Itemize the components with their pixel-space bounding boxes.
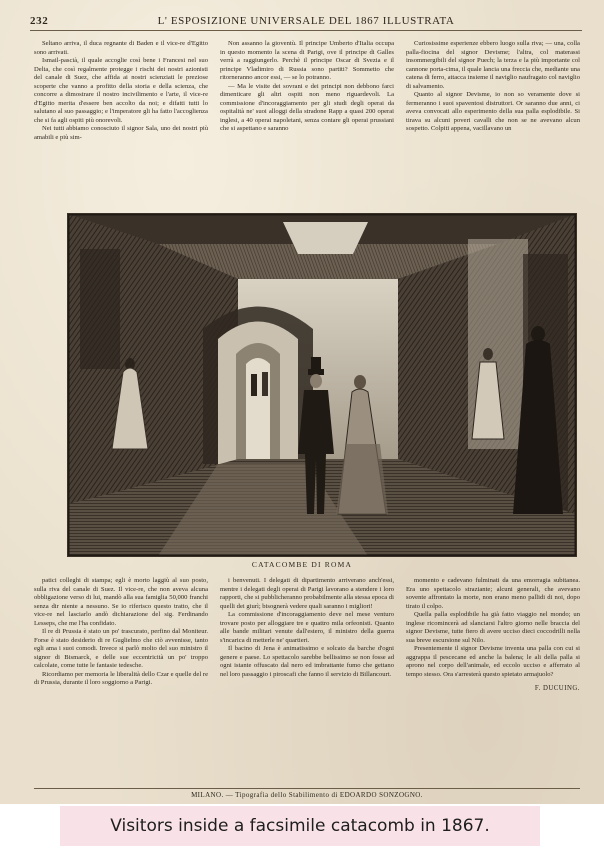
paragraph: i benvenuti. I delegati di dipartimento arriverano anch'essi, mentre i delegati degli operai di Parigi lavorano a stendere i loro rapporti, che si pubblicheranno probabilmente alla stessa epoca di quelli dei giurì; bisognerà vedere quali saranno i migliori! — [220, 577, 394, 610]
catacomb-engraving — [67, 213, 577, 557]
paragraph: Il bacino di Jena è animatissimo e solcato da barche d'ogni genere e paese. Lo spettacolo sarebbe bellissimo se non fosse ad ogni istante offuscato dal nero ed imbrattante fumo che gettano nel loro passaggio i piroscafi che fanno il servizio di Billancourt. — [220, 645, 394, 678]
paragraph: Ismail-pascià, il quale accoglie così bene i Francesi nel suo Delta, che così regalmente protegge i rischi dei nostri azionisti del canale di Suez, che affida ai nostri scienziati le preziose scoperte che vanno a profitto della storia e della scienza, che concorre a dimostrare il nostro incivilimento e l'arte, il vice-re d'Egitto merita d'essere ben accolto da noi; e difatti tutti lo salutano al suo passaggio; e l'imperatore gli ha fatto l'accoglienza che si fa agli ospiti più onorevoli. — [34, 57, 208, 124]
image-caption: Visitors inside a facsimile catacomb in 1867. — [110, 816, 490, 836]
paragraph: Il re di Prussia è stato un po' trascurato, perfino dal Moniteur. Forse è stato desiderio di re Guglielmo che ciò avvenisse, tanto egli ama i suoi comodi. Invece si parlò molto del suo ministro il signor di Bismarck, e delle sue eccentricità un po' troppo calcolate, come tutte le fantasie tedesche. — [34, 628, 208, 669]
top-text-columns — [34, 40, 580, 206]
paragraph: La commissione d'incoraggiamento deve nel mese venturo trovare posto per alloggiare tre e quattro mila orfeonisti. Quanto alle bande militari venute dall'estero, il ministro della guerra s'incarica di metterle ne' quartieri. — [220, 611, 394, 644]
page-header — [30, 14, 582, 31]
page-number: 232 — [30, 15, 49, 27]
engraving-caption: CATACOMBE DI ROMA — [251, 560, 353, 569]
paragraph: Nei tutti abbiamo conosciuto il signor Sala, uno dei nostri più amabili e più sim- — [34, 125, 208, 141]
text-column-2 — [220, 40, 394, 206]
text-column-3 — [406, 40, 580, 206]
paragraph: momento e cadevano fulminati da una emorragia subitanea. Era uno spettacolo straziante; alcuni generali, che avevano sovente affrontato la morte, non erano meno pallidi di noi, dopo tirato il colpo. — [406, 577, 580, 610]
paragraph: Ricordiamo per memoria le liberalità dello Czar e quelle del re di Prussia, durante il loro soggiorno a Parigi. — [34, 670, 208, 686]
bottom-text-columns — [34, 577, 580, 779]
image-caption-bar — [60, 806, 540, 846]
paragraph: Quanto al signor Devisme, io non so veramente dove si fermeranno i suoi spaventosi distruttori. Or saranno due anni, ci aveva convocati allo esperimento della sua palla esplodibile. Si tirava su alcuni poveri cavalli che non se ne avevano alcun sospetto. Colpiti appena, vacillavano un — [406, 91, 580, 132]
paragraph: patici colleghi di stampa; egli è morto laggiù al suo posto, sulla riva del canale di Suez. Il vice-re, che non aveva alcuna obbligazione verso di lui, mandò alla sua famiglia 50,000 franchi senza dir niente a nessuno. Se io riferisco questo tratto, che il vice-re nel lasciarlo andò dichiarazione del sig. Ferdinando Lesseps, che me l'ha confidato. — [34, 577, 208, 627]
paragraph: Curiosissime esperienze ebbero luogo sulla riva; — una, colla palla-fiocina del signor Devisme; l'altra, col materassi insommergibili del signor Puech; la terza e la più importante col cannone porta-cima, il quale lancia una freccia che, mediante una catena di ferro, attacca insieme il naviglio naufragato col naviglio di salvamento. — [406, 40, 580, 90]
text-column-1 — [34, 40, 208, 206]
text-column-3 — [406, 577, 580, 779]
paragraph: — Ma le visite dei sovrani e dei principi non debbono farci dimenticare gli altri ospiti non meno riguardevoli. La commissione d'incoraggiamento per gli studi degli operai da ospitalità ne' suoi alloggi della stradone Rapp a quasi 200 operai inglesi, a 40 operai napoletani, senza contare gli operai prussiani che si aspettano e saranno — [220, 82, 394, 132]
printer-footer: MILANO. — Tipografia dello Stabilimento di EDOARDO SONZOGNO. — [34, 788, 580, 803]
paragraph: Quella palla esplodibile ha già fatto viaggio nel mondo; un inglese ricomincerà ad slanciarsi l'altro giorno nelle braccia del signor Devisme, tutte fiero di avere ucciso dieci coccodrilli nella sua breve escursione sul Nilo. — [406, 611, 580, 644]
paragraph: Non assanno la gioventù. Il principe Umberto d'Italia occupa in questo momento la scena di Parigi, ove il principe di Galles verrà a raggiungerlo. Perchè il principe Oscar di Svezia e il principe Vladimiro di Russia sono partiti? Sommetto che ritorneranno ancor essi, — se lo potranno. — [220, 40, 394, 81]
paragraph: Seltano arriva, il duca regnante di Baden e il vice-re d'Egitto sono arrivati. — [34, 40, 208, 56]
publication-title: L' ESPOSIZIONE UNIVERSALE DEL 1867 ILLUSTRATA — [157, 15, 455, 27]
paragraph: Presentemente il signor Devisme inventa una palla con cui si aggrappa il pescecane ed anche la balena; le ali della palla si aprono nel corpo dell'animale, ed eccolo ucciso e afferrato al tempo stesso. Ora s'arresterà questo spietato armajuolo? — [406, 645, 580, 678]
text-column-1 — [34, 577, 208, 779]
author-signature: F. DUCUING. — [534, 685, 580, 692]
text-column-2 — [220, 577, 394, 779]
